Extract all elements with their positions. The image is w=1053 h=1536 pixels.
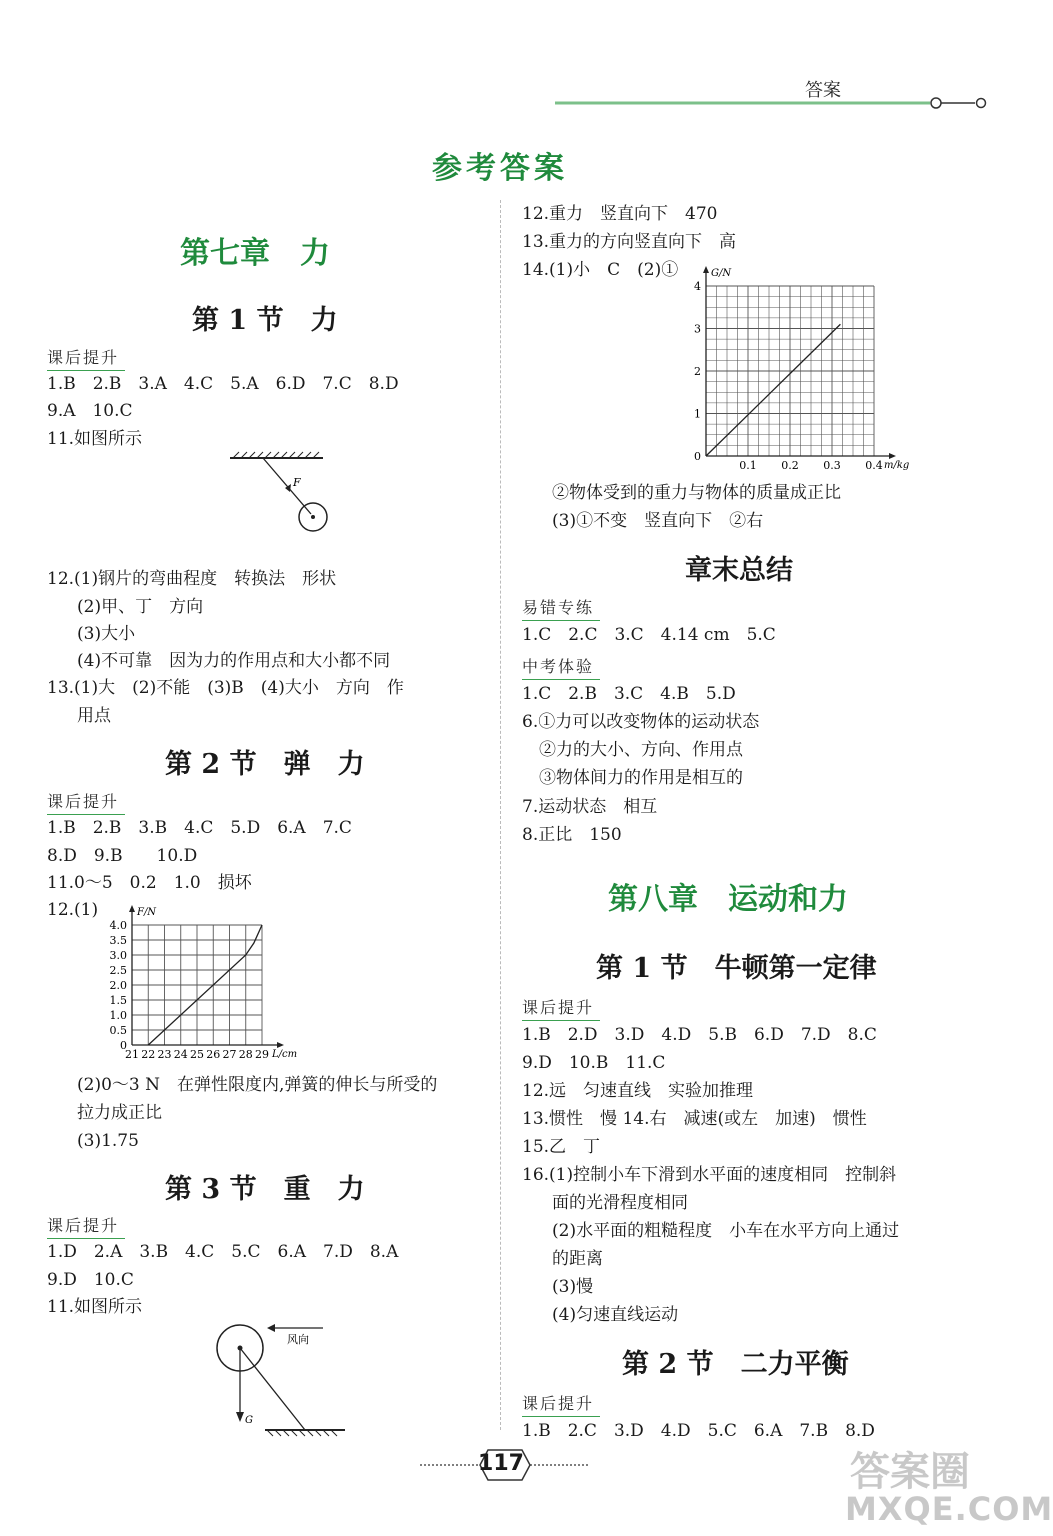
chapter-8-title: 第八章 运动和力: [608, 882, 848, 917]
c1-x-tick-label: 29: [255, 1048, 269, 1061]
c2-y-tick-label: 0: [694, 450, 701, 463]
fig1-f-label: F: [293, 476, 301, 489]
c8-section-2-title: 第 2 节 二力平衡: [622, 1349, 849, 1380]
s1-line-3: 11.如图所示: [47, 429, 143, 449]
c2-x-tick-label: 0.1: [739, 459, 757, 472]
c8s1-line-6: 16.(1)控制小车下滑到水平面的速度相同 控制斜: [522, 1165, 897, 1185]
c8s1-line-11: (4)匀速直线运动: [552, 1305, 679, 1325]
s1-line-9: 用点: [77, 706, 111, 726]
main-title: 参考答案: [432, 151, 568, 186]
c1-x-tick-label: 22: [141, 1048, 156, 1061]
summary-title: 章末总结: [685, 555, 793, 586]
watermark-logo: 答案圈: [850, 1449, 970, 1495]
force-diagram-1: [225, 450, 335, 535]
r-line-4: ②物体受到的重力与物体的质量成正比: [552, 483, 841, 503]
s2-line-6: 拉力成正比: [77, 1103, 162, 1123]
gravity-mass-series-line: [706, 324, 840, 456]
c2-x-tick-label: 0.4: [865, 459, 883, 472]
c1-y-tick-label: 0: [120, 1039, 127, 1052]
c1-x-tick-label: 24: [173, 1048, 188, 1061]
summary-line-2: 1.C 2.B 3.C 4.B 5.D: [522, 684, 736, 704]
c8s1-line-8: (2)水平面的粗糙程度 小车在水平方向上通过: [552, 1221, 900, 1241]
summary-line-7: 8.正比 150: [522, 825, 622, 845]
c8-section-1-title: 第 1 节 牛顿第一定律: [596, 953, 877, 984]
c1-x-tick-label: 25: [190, 1048, 204, 1061]
c8-section-2-tag: 课后提升: [522, 1394, 595, 1413]
section-1-tag: 课后提升: [47, 348, 120, 367]
r-line-3: 14.(1)小 C (2)①: [522, 260, 679, 280]
r-line-5: (3)①不变 竖直向下 ②右: [552, 511, 764, 531]
c1-y-tick-label: 1.5: [109, 994, 127, 1007]
c2-x-arrow: [889, 453, 896, 459]
c8s1-line-3: 12.远 匀速直线 实验加推理: [522, 1081, 754, 1101]
spring-chart-x-label: L/cm: [272, 1049, 298, 1060]
c8s1-line-4: 13.惯性 慢 14.右 减速(或左 加速) 惯性: [522, 1109, 867, 1129]
s1-line-2: 9.A 10.C: [47, 401, 133, 421]
s1-line-8: 13.(1)大 (2)不能 (3)B (4)大小 方向 作: [47, 678, 404, 698]
c1-x-arrow: [277, 1042, 284, 1048]
gravity-chart-x-label: m/kg: [884, 460, 910, 471]
watermark-url: MXQE.COM: [845, 1490, 1053, 1528]
c8s1-line-9: 的距离: [552, 1249, 603, 1269]
gravity-mass-chart: [688, 260, 928, 475]
s2-line-2: 8.D 9.B 10.D: [47, 846, 198, 866]
c8s1-line-2: 9.D 10.B 11.C: [522, 1053, 666, 1073]
s1-line-7: (4)不可靠 因为力的作用点和大小都不同: [77, 651, 391, 671]
s3-line-2: 9.D 10.C: [47, 1270, 134, 1290]
c8-section-1-tag: 课后提升: [522, 998, 595, 1017]
c8s1-line-1: 1.B 2.D 3.D 4.D 5.B 6.D 7.D 8.C: [522, 1025, 877, 1045]
s2-line-1: 1.B 2.B 3.B 4.C 5.D 6.A 7.C: [47, 818, 352, 838]
gravity-diagram: [205, 1318, 355, 1443]
chapter-7-title: 第七章 力: [180, 236, 330, 271]
gravity-g-label: G: [245, 1415, 253, 1426]
c1-y-tick-label: 3.0: [109, 949, 127, 962]
page-header: 答案: [805, 80, 841, 101]
page-number: 117: [478, 1451, 524, 1476]
summary-tag-2: 中考体验: [522, 657, 595, 676]
s3-line-1: 1.D 2.A 3.B 4.C 5.C 6.A 7.D 8.A: [47, 1242, 399, 1262]
summary-line-1: 1.C 2.C 3.C 4.14 cm 5.C: [522, 625, 776, 645]
s2-line-7: (3)1.75: [77, 1131, 139, 1151]
spring-force-chart: [95, 895, 325, 1075]
c1-y-tick-label: 1.0: [109, 1009, 127, 1022]
section-1-title: 第 1 节 力: [192, 305, 338, 336]
c2-y-arrow: [703, 266, 709, 273]
c2-x-tick-label: 0.2: [781, 459, 799, 472]
c1-x-tick-label: 21: [125, 1048, 139, 1061]
c8s1-line-10: (3)慢: [552, 1277, 594, 1297]
c1-y-arrow: [129, 905, 135, 912]
c8s2-line-1: 1.B 2.C 3.D 4.D 5.C 6.A 7.B 8.D: [522, 1421, 875, 1441]
s1-line-6: (3)大小: [77, 624, 136, 644]
c2-y-tick-label: 2: [694, 365, 701, 378]
c1-x-tick-label: 26: [206, 1048, 221, 1061]
c1-y-tick-label: 4.0: [109, 919, 127, 932]
column-divider: [500, 200, 501, 1430]
c2-y-tick-label: 3: [694, 322, 701, 336]
c1-x-tick-label: 28: [238, 1048, 253, 1061]
s2-line-3: 11.0～5 0.2 1.0 损坏: [47, 873, 252, 893]
c1-x-tick-label: 23: [157, 1048, 172, 1061]
s3-line-3: 11.如图所示: [47, 1297, 143, 1317]
s1-line-4: 12.(1)钢片的弯曲程度 转换法 形状: [47, 569, 337, 589]
summary-line-6: 7.运动状态 相互: [522, 797, 658, 817]
c1-y-tick-label: 2.0: [109, 979, 127, 992]
r-line-2: 13.重力的方向竖直向下 高: [522, 232, 737, 252]
spring-chart-y-label: F/N: [137, 907, 157, 918]
summary-line-3: 6.①力可以改变物体的运动状态: [522, 712, 760, 732]
section-3-tag: 课后提升: [47, 1216, 120, 1235]
c1-y-tick-label: 3.5: [109, 934, 127, 947]
summary-line-5: ③物体间力的作用是相互的: [539, 768, 743, 788]
c2-y-tick-label: 1: [694, 407, 701, 421]
s2-line-5: (2)0～3 N 在弹性限度内,弹簧的伸长与所受的: [77, 1075, 438, 1095]
c2-x-tick-label: 0.3: [823, 459, 841, 472]
c2-y-tick-label: 4: [694, 280, 701, 293]
section-3-title: 第 3 节 重 力: [165, 1174, 365, 1205]
header-rule-ornament: [555, 96, 995, 110]
summary-tag-1: 易错专练: [522, 598, 595, 617]
c1-y-tick-label: 2.5: [109, 964, 127, 977]
wind-direction-label: 风向: [287, 1333, 309, 1346]
r-line-1: 12.重力 竖直向下 470: [522, 204, 718, 224]
c1-x-tick-label: 27: [222, 1048, 237, 1061]
s1-line-5: (2)甲、丁 方向: [77, 597, 204, 617]
s2-line-4: 12.(1): [47, 900, 99, 920]
c8s1-line-5: 15.乙 丁: [522, 1137, 601, 1157]
c8s1-line-7: 面的光滑程度相同: [552, 1193, 688, 1213]
section-2-tag: 课后提升: [47, 792, 120, 811]
s1-line-1: 1.B 2.B 3.A 4.C 5.A 6.D 7.C 8.D: [47, 374, 399, 394]
c1-y-tick-label: 0.5: [109, 1024, 127, 1037]
gravity-chart-y-label: G/N: [711, 268, 732, 279]
section-2-title: 第 2 节 弹 力: [165, 749, 365, 780]
summary-line-4: ②力的大小、方向、作用点: [539, 740, 743, 760]
